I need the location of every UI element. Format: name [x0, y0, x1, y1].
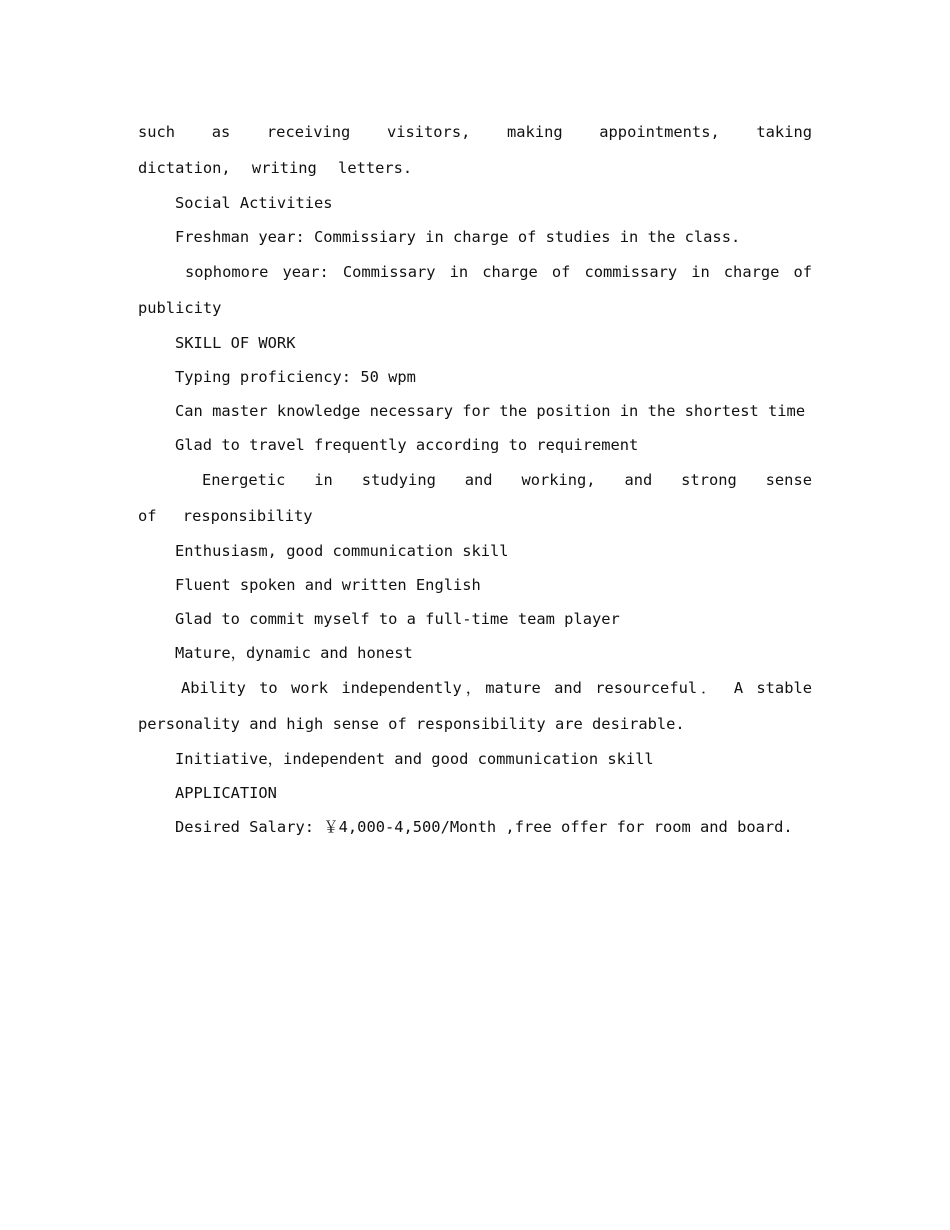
paragraph-english: Fluent spoken and written English — [175, 576, 481, 594]
paragraph-ability-independently: Ability to work independently，mature and resourceful． A stable personality and high sense of responsibility are desirable. — [138, 679, 812, 733]
heading-social-activities: Social Activities — [175, 194, 333, 212]
heading-application: APPLICATION — [175, 784, 277, 802]
paragraph-desired-salary: Desired Salary: ￥4,000-4,500/Month ,free offer for room and board. — [175, 818, 793, 836]
paragraph-team-player: Glad to commit myself to a full-time team player — [175, 610, 620, 628]
paragraph-master-knowledge: Can master knowledge necessary for the position in the shortest time — [175, 402, 806, 420]
paragraph-freshman-year: Freshman year: Commissiary in charge of studies in the class. — [175, 228, 741, 246]
paragraph-travel: Glad to travel frequently according to requirement — [175, 436, 639, 454]
document-body — [138, 114, 812, 844]
paragraph-sophomore-year: sophomore year: Commissary in charge of commissary in charge of publicity — [138, 263, 812, 317]
paragraph-typing-proficiency: Typing proficiency: 50 wpm — [175, 368, 416, 386]
paragraph-initiative: Initiative，independent and good communication skill — [175, 750, 654, 768]
paragraph-energetic: Energetic in studying and working, and strong sense of responsibility — [138, 471, 812, 525]
heading-skill-of-work: SKILL OF WORK — [175, 334, 296, 352]
paragraph-duties-continued: such as receiving visitors, making appointments, taking dictation, writing letters. — [138, 123, 812, 177]
paragraph-enthusiasm: Enthusiasm, good communication skill — [175, 542, 509, 560]
paragraph-mature-dynamic: Mature，dynamic and honest — [175, 644, 413, 662]
